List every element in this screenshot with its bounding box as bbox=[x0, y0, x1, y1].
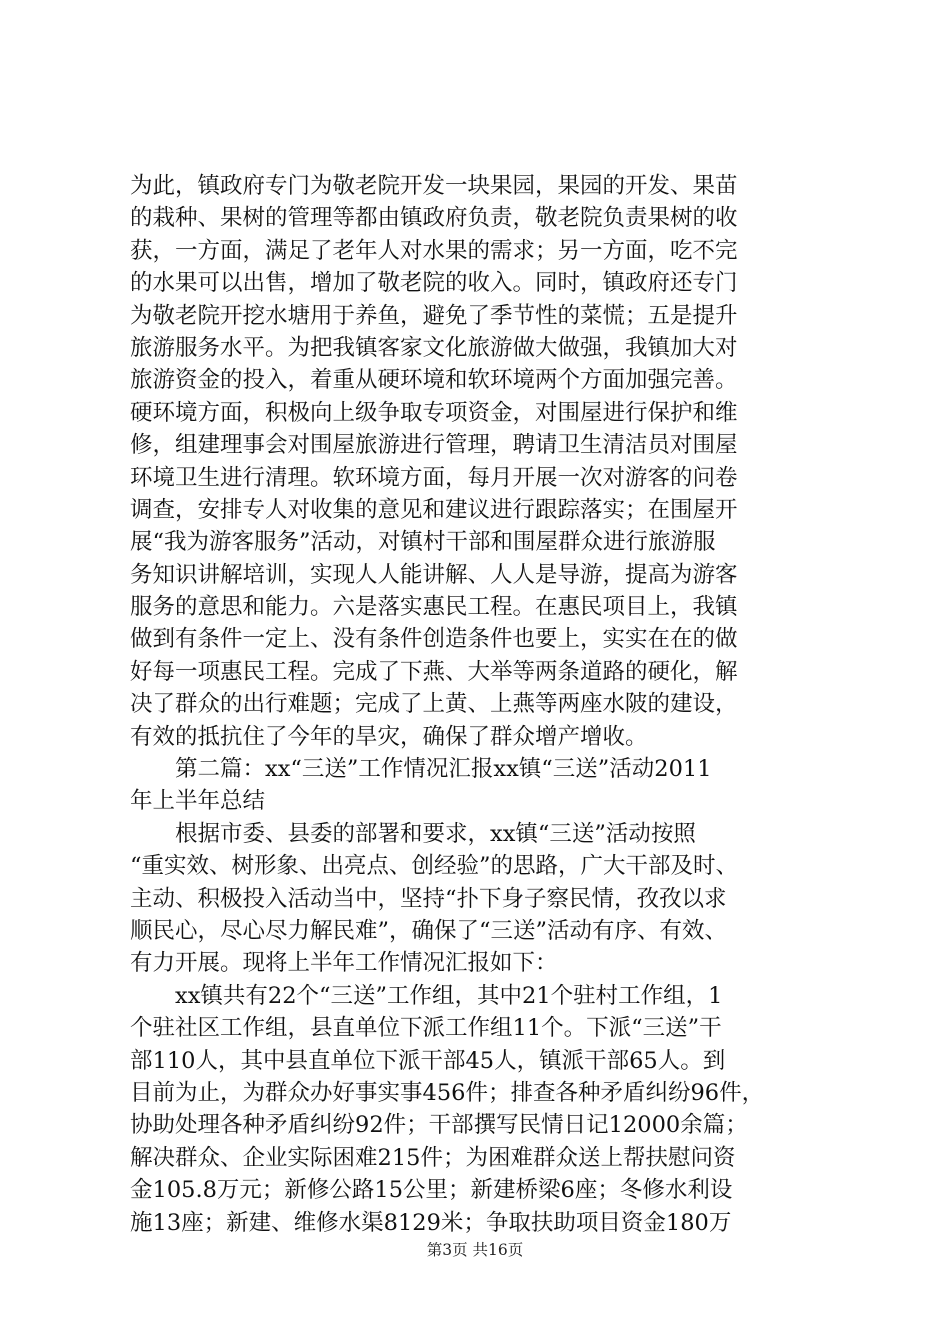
text-line: xx镇共有22个“三送”工作组，其中21个驻村工作组，1 bbox=[130, 982, 723, 1009]
text-line: 为敬老院开挖水塘用于养鱼，避免了季节性的菜慌；五是提升 bbox=[130, 302, 738, 329]
text-line: 修，组建理事会对围屋旅游进行管理，聘请卫生清洁员对围屋 bbox=[130, 432, 738, 459]
text-line: 根据市委、县委的部署和要求，xx镇“三送”活动按照 bbox=[130, 820, 696, 847]
text-line: 务知识讲解培训，实现人人能讲解、人人是导游，提高为游客 bbox=[130, 561, 738, 588]
text-line: 硬环境方面，积极向上级争取专项资金，对围屋进行保护和维 bbox=[130, 399, 738, 426]
text-line: 调查，安排专人对收集的意见和建议进行跟踪落实；在围屋开 bbox=[130, 496, 738, 523]
text-line: 获，一方面，满足了老年人对水果的需求；另一方面，吃不完 bbox=[130, 237, 738, 264]
text-line: “重实效、树形象、出亮点、创经验”的思路，广大干部及时、 bbox=[130, 853, 739, 880]
page-footer: 第3页 共16页 bbox=[426, 1241, 524, 1259]
text-line: 旅游资金的投入，着重从硬环境和软环境两个方面加强完善。 bbox=[130, 367, 738, 394]
text-line: 有效的抵抗住了今年的旱灾，确保了群众增产增收。 bbox=[130, 723, 648, 750]
text-line: 的水果可以出售，增加了敬老院的收入。同时，镇政府还专门 bbox=[130, 270, 738, 297]
text-line: 金105.8万元；新修公路15公里；新建桥梁6座；冬修水利设 bbox=[130, 1177, 733, 1204]
text-line: 解决群众、企业实际困难215件；为困难群众送上帮扶慰问资 bbox=[130, 1144, 736, 1171]
text-line: 展“我为游客服务”活动，对镇村干部和围屋群众进行旅游服 bbox=[130, 529, 716, 556]
text-line: 决了群众的出行难题；完成了上黄、上燕等两座水陂的建设， bbox=[130, 691, 738, 718]
text-line: 部110人，其中县直单位下派干部45人，镇派干部65人。到 bbox=[130, 1047, 726, 1074]
text-line: 第二篇：xx“三送”工作情况汇报xx镇“三送”活动2011 bbox=[130, 756, 712, 783]
text-line: 有力开展。现将上半年工作情况汇报如下： bbox=[130, 950, 558, 977]
text-line: 的栽种、果树的管理等都由镇政府负责，敬老院负责果树的收 bbox=[130, 205, 738, 232]
text-line: 为此，镇政府专门为敬老院开发一块果园，果园的开发、果苗 bbox=[130, 173, 738, 199]
document-body bbox=[130, 170, 830, 1239]
text-line: 好每一项惠民工程。完成了下燕、大举等两条道路的硬化，解 bbox=[130, 658, 738, 685]
text-line: 目前为止，为群众办好事实事456件；排查各种矛盾纠纷96件， bbox=[130, 1079, 765, 1106]
text-line: 主动、积极投入活动当中，坚持“扑下身子察民情，孜孜以求 bbox=[130, 885, 727, 912]
text-line: 旅游服务水平。为把我镇客家文化旅游做大做强，我镇加大对 bbox=[130, 334, 738, 361]
text-line: 年上半年总结 bbox=[130, 788, 266, 815]
text-line: 做到有条件一定上、没有条件创造条件也要上，实实在在的做 bbox=[130, 626, 738, 653]
text-line: 环境卫生进行清理。软环境方面，每月开展一次对游客的问卷 bbox=[130, 464, 738, 491]
text-line: 施13座；新建、维修水渠8129米；争取扶助项目资金180万 bbox=[130, 1209, 732, 1236]
text-line: 顺民心，尽心尽力解民难”，确保了“三送”活动有序、有效、 bbox=[130, 917, 728, 944]
text-line: 服务的意思和能力。六是落实惠民工程。在惠民项目上，我镇 bbox=[130, 594, 738, 621]
text-line: 个驻社区工作组，县直单位下派工作组11个。下派“三送”干 bbox=[130, 1015, 722, 1042]
text-line: 协助处理各种矛盾纠纷92件；干部撰写民情日记12000余篇； bbox=[130, 1112, 748, 1139]
